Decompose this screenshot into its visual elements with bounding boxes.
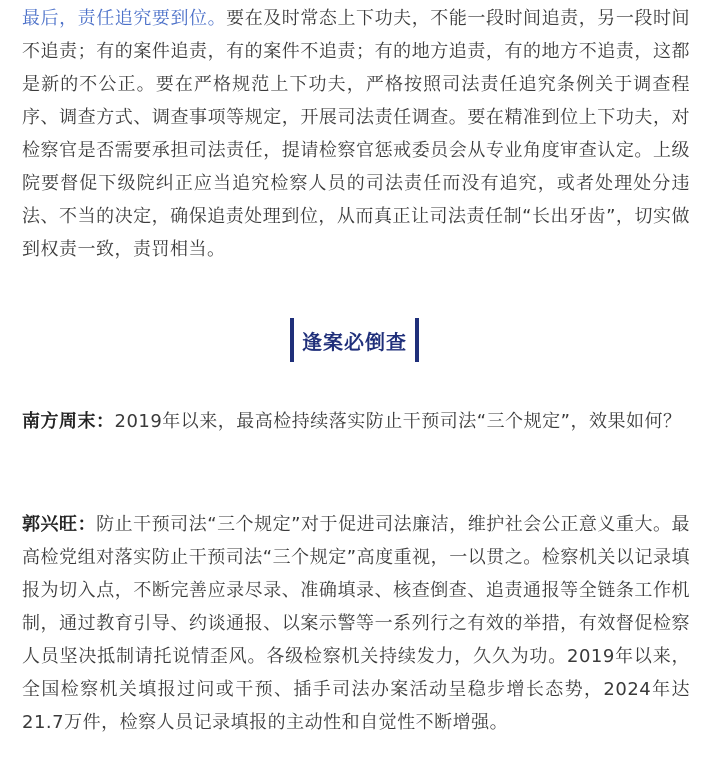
paragraph-body-text: 要在及时常态上下功夫，不能一段时间追责，另一段时间不追责；有的案件追责，有的案件不追责；有的地方追责，有的地方不追责，这都是新的不公正。要在严格规范上下功夫，严格按照司法责任追究条例关于调查程序、调查方式、调查事项等规定，开展司法责任调查。要在精准到位上下功夫，对检察官是否需要承担司法责任，提请检察官惩戒委员会从专业角度审查认定。上级院要督促下级院纠正应当追究检察人员的司法责任而没有追究，或者处理处分违法、不当的决定，确保追责处理到位，从而真正让司法责任制“长出牙齿”，切实做到权责一致，责罚相当。 bbox=[22, 8, 691, 260]
paragraph-lead-phrase: 最后，责任追究要到位。 bbox=[22, 8, 227, 29]
question-text: 2019年以来，最高检持续落实防止干预司法“三个规定”，效果如何？ bbox=[114, 411, 682, 432]
interview-question bbox=[22, 405, 690, 438]
interview-answer bbox=[22, 508, 690, 739]
paragraph-accountability bbox=[22, 2, 690, 266]
answer-text: 防止干预司法“三个规定”对于促进司法廉洁，维护社会公正意义重大。最高检党组对落实防止干预司法“三个规定”高度重视，一以贯之。检察机关以记录填报为切入点，不断完善应录尽录、准确填录、核查倒查、追责通报等全链条工作机制，通过教育引导、约谈通报、以案示警等一系列行之有效的举措，有效督促检察人员坚决抵制请托说情歪风。各级检察机关持续发力，久久为功。2019年以来，全国检察机关填报过问或干预、插手司法办案活动呈稳步增长态势，2024年达21.7万件，检察人员记录填报的主动性和自觉性不断增强。 bbox=[22, 514, 690, 733]
section-heading-box bbox=[290, 318, 419, 362]
answer-speaker: 郭兴旺： bbox=[22, 514, 97, 535]
question-speaker: 南方周末： bbox=[22, 411, 115, 432]
section-heading-title: 逢案必倒查 bbox=[302, 329, 407, 354]
